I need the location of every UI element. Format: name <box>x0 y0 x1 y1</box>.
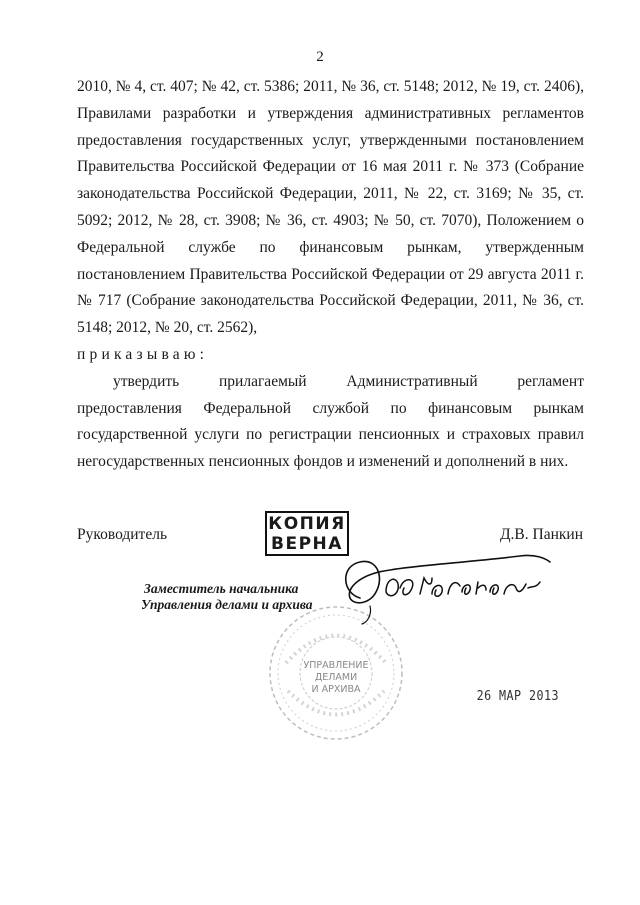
signatory-title: Руководитель <box>77 526 168 543</box>
signatory-name: Д.В. Панкин <box>499 526 583 543</box>
paragraph-resolution: утвердить прилагаемый Административный регламент предоставления Федеральной службой по финансовым рынкам государственной услуги по регистрации пенсионных и страховых правил негосударственных пенсионных фондов и изменений и дополнений в них. <box>77 372 584 471</box>
copy-stamp-line1: КОПИЯ <box>268 514 346 534</box>
seal-inner-text <box>266 660 406 696</box>
page-number: 2 <box>316 49 324 65</box>
seal-line3: И АРХИВА <box>311 684 361 695</box>
certifier-title-line1: Заместитель начальника <box>144 581 299 596</box>
order-word: приказываю: <box>77 345 209 363</box>
document-body <box>77 74 584 476</box>
handwritten-signature-icon <box>320 548 560 628</box>
copy-stamp-line2: ВЕРНА <box>271 534 343 554</box>
date-stamp: 26 МАР 2013 <box>476 689 560 704</box>
seal-line2: ДЕЛАМИ <box>314 672 358 683</box>
certification-block <box>141 581 313 613</box>
certifier-title-line2: Управления делами и архива <box>141 597 313 612</box>
seal-line1: УПРАВЛЕНИЕ <box>303 660 369 671</box>
paragraph-continuation: 2010, № 4, ст. 407; № 42, ст. 5386; 2011, № 36, ст. 5148; 2012, № 19, ст. 2406), Правилами разработки и утверждения административных регламентов предоставления государственных услуг, утвержденными постановлением Правительства Российской Федерации от 16 мая 2011 г. № 373 (Собрание законодательства Российской Федерации, 2011, № 22, ст. 3169; № 35, ст. 5092; 2012, № 28, ст. 3908; № 36, ст. 4903; № 50, ст. 7070), Положением о Федеральной службе по финансовым рынкам, утвержденным постановлением Правительства Российской Федерации от 29 августа 2011 г. № 717 (Собрание законодательства Российской Федерации, 2011, № 36, ст. 5148; 2012, № 20, ст. 2562), <box>77 78 584 337</box>
